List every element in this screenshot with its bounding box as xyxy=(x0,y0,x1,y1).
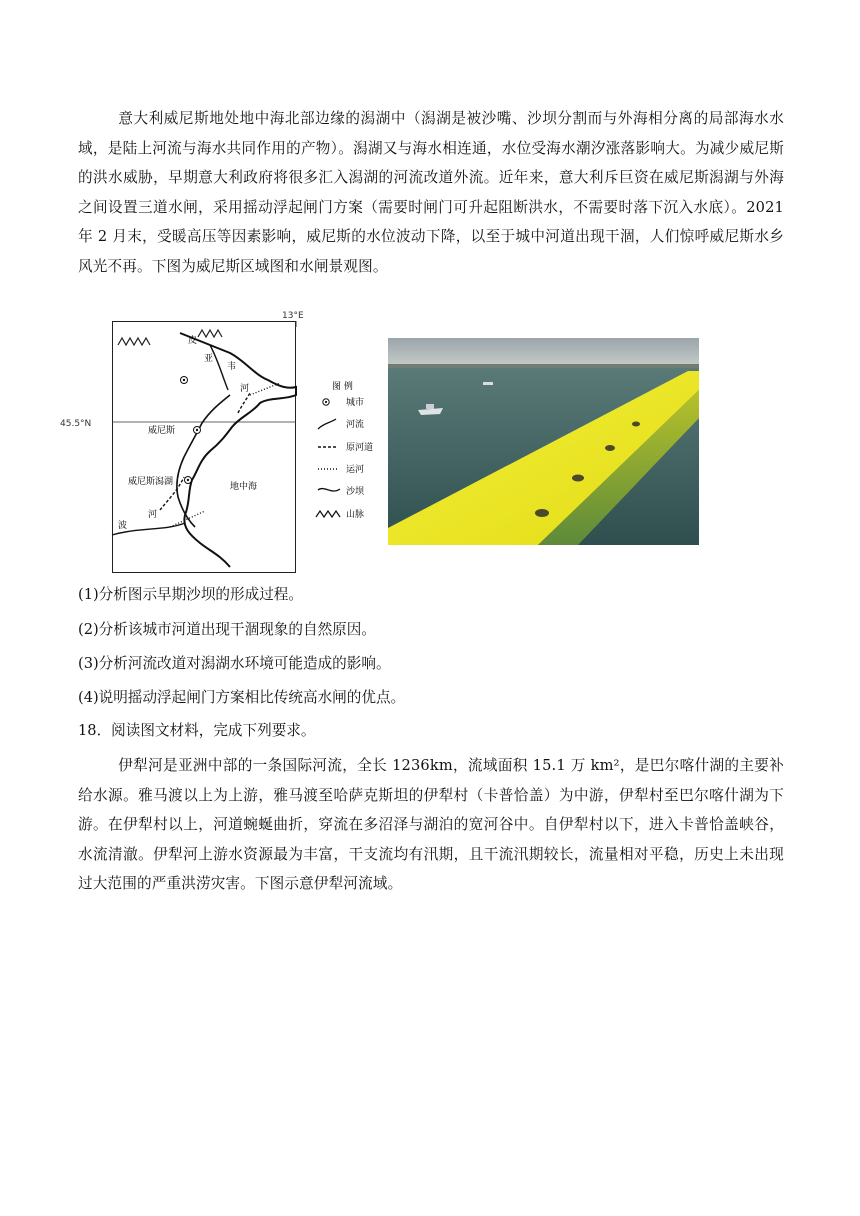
map-legend xyxy=(316,380,373,520)
map-label-venice: 威尼斯 xyxy=(148,426,176,436)
passage-ili-river: 伊犁河是亚洲中部的一条国际河流，全长 1236km，流域面积 15.1 万 km²，是巴尔喀什湖的主要补给水源。雅马渡以上为上游，雅马渡至哈萨克斯坦的伊犁村（卡普恰盖）为中游，伊犁村至巴尔喀什湖为下游。在伊犁村以上，河道蜿蜒曲折，穿流在多沼泽与湖泊的宽河谷中。自伊犁村以下，进入卡普恰盖峡谷，水流清澈。伊犁河上游水资源最为丰富，干支流均有汛期，且干流汛期较长，流量相对平稳，历史上未出现过大范围的严重洪涝灾害。下图示意伊犁河流域。 xyxy=(78,757,784,892)
svg-text:图 例: 图 例 xyxy=(332,382,353,392)
question-1: (1)分析图示早期沙坝的形成过程。 xyxy=(78,586,303,603)
map-label-pi: 皮 xyxy=(188,336,198,346)
question-18-heading: 18．阅读图文材料，完成下列要求。 xyxy=(78,722,316,739)
map-label-lagoon: 威尼斯潟湖 xyxy=(128,477,174,487)
map-label-wei: 韦 xyxy=(227,362,237,372)
longitude-label: 13°E xyxy=(282,311,304,321)
latitude-label: 45.5°N xyxy=(60,419,92,429)
svg-text:沙坝: 沙坝 xyxy=(346,487,365,497)
svg-text:原河道: 原河道 xyxy=(346,443,374,453)
map-label-he: 河 xyxy=(240,384,250,394)
passage-venice: 意大利威尼斯地处地中海北部边缘的潟湖中（潟湖是被沙嘴、沙坝分割而与外海相分离的局部海水水域，是陆上河流与海水共同作用的产物）。潟湖又与海水相连通，水位受海水潮汐涨落影响大。为减少威尼斯的洪水威胁，早期意大利政府将很多汇入潟湖的河流改道外流。近年来，意大利斥巨资在威尼斯潟湖与外海之间设置三道水闸，采用摇动浮起闸门方案（需要时闸门可升起阻断洪水，不需要时落下沉入水底）。2021 年 2 月末，受暖高压等因素影响，威尼斯的水位波动下降，以至于城中河道出现干涸，人们惊呼威尼斯水乡风光不再。下图为威尼斯区域图和水闸景观图。 xyxy=(78,110,784,275)
svg-text:山脉: 山脉 xyxy=(346,510,365,520)
map-label-bo: 波 xyxy=(118,521,128,531)
question-3: (3)分析河流改道对潟湖水环境可能造成的影响。 xyxy=(78,655,391,672)
svg-text:河流: 河流 xyxy=(346,420,365,430)
map-label-sea: 地中海 xyxy=(230,482,258,492)
svg-text:运河: 运河 xyxy=(346,465,365,475)
water-gate-photo xyxy=(388,338,699,545)
map-label-ya: 亚 xyxy=(204,354,214,364)
map-overlay xyxy=(60,305,400,580)
question-4: (4)说明摇动浮起闸门方案相比传统高水闸的优点。 xyxy=(78,689,406,706)
question-2: (2)分析该城市河道出现干涸现象的自然原因。 xyxy=(78,621,376,638)
svg-text:城市: 城市 xyxy=(346,398,365,408)
map-label-he2: 河 xyxy=(148,510,158,520)
coastline xyxy=(180,333,296,567)
